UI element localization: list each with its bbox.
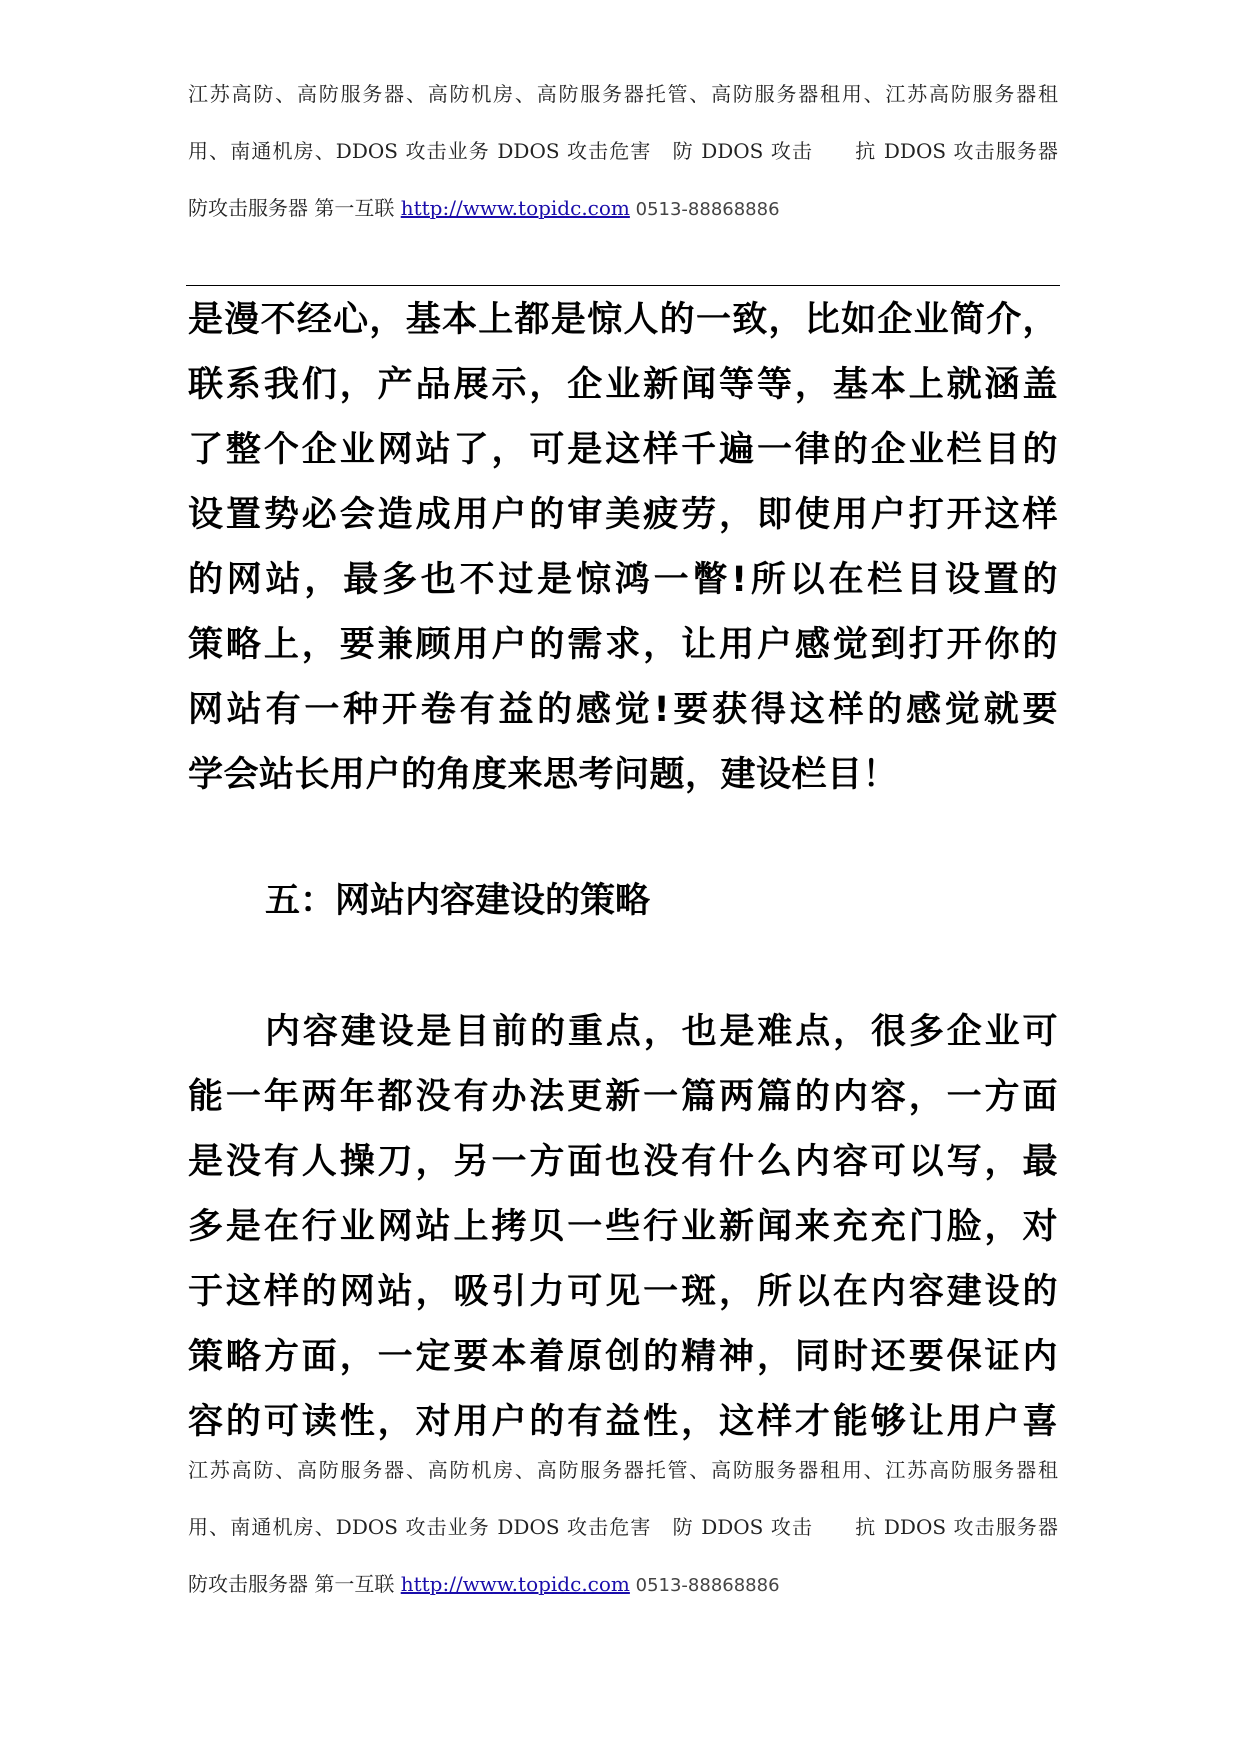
header-line-3 — [188, 196, 1058, 253]
section-heading: 五：网站内容建设的策略 — [265, 881, 651, 921]
footer-phone: 0513-88868886 — [629, 1575, 780, 1596]
paragraph-line: 设置势必会造成用户的审美疲劳，即使用户打开这样 — [188, 495, 1058, 535]
paragraph-line: 是漫不经心，基本上都是惊人的一致，比如企业简介， — [188, 300, 1058, 340]
paragraph-line: 了整个企业网站了，可是这样千遍一律的企业栏目的 — [188, 430, 1058, 470]
header-line-1: 江苏高防、高防服务器、高防机房、高防服务器托管、高防服务器租用、江苏高防服务器租 — [188, 82, 1058, 106]
header-phone: 0513-88868886 — [629, 199, 780, 220]
page-header — [188, 82, 1058, 253]
footer-company-text: 防攻击服务器 第一互联 — [188, 1572, 401, 1596]
paragraph-line: 策略方面，一定要本着原创的精神，同时还要保证内 — [188, 1337, 1058, 1377]
paragraph-line: 容的可读性，对用户的有益性，这样才能够让用户喜 — [188, 1402, 1058, 1442]
header-line-2: 用、南通机房、DDOS 攻击业务 DDOS 攻击危害 防 DDOS 攻击 抗 DDOS 攻击服务器 — [188, 139, 1058, 163]
header-company-text: 防攻击服务器 第一互联 — [188, 196, 401, 220]
paragraph-line: 于这样的网站，吸引力可见一斑，所以在内容建设的 — [188, 1272, 1058, 1312]
paragraph-2 — [188, 1006, 1058, 1461]
paragraph-line: 联系我们，产品展示，企业新闻等等，基本上就涵盖 — [188, 365, 1058, 405]
paragraph-1 — [188, 294, 1058, 814]
paragraph-line: 多是在行业网站上拷贝一些行业新闻来充充门脸，对 — [188, 1207, 1058, 1247]
paragraph-line: 的网站，最多也不过是惊鸿一瞥!所以在栏目设置的 — [188, 560, 1058, 600]
header-divider — [186, 285, 1060, 286]
header-website-link[interactable]: http://www.topidc.com — [400, 196, 630, 220]
footer-line-2: 用、南通机房、DDOS 攻击业务 DDOS 攻击危害 防 DDOS 攻击 抗 DDOS 攻击服务器 — [188, 1515, 1058, 1539]
footer-website-link[interactable]: http://www.topidc.com — [400, 1572, 630, 1596]
paragraph-line: 是没有人操刀，另一方面也没有什么内容可以写，最 — [188, 1142, 1058, 1182]
page-footer — [188, 1458, 1058, 1629]
footer-line-1: 江苏高防、高防服务器、高防机房、高防服务器托管、高防服务器租用、江苏高防服务器租 — [188, 1458, 1058, 1482]
paragraph-line: 内容建设是目前的重点，也是难点，很多企业可 — [265, 1012, 1058, 1052]
paragraph-line: 网站有一种开卷有益的感觉!要获得这样的感觉就要 — [188, 690, 1058, 730]
paragraph-line: 能一年两年都没有办法更新一篇两篇的内容，一方面 — [188, 1077, 1058, 1117]
footer-line-3 — [188, 1572, 1058, 1629]
paragraph-line: 学会站长用户的角度来思考问题，建设栏目！ — [188, 755, 899, 795]
paragraph-line: 策略上，要兼顾用户的需求，让用户感觉到打开你的 — [188, 625, 1058, 665]
